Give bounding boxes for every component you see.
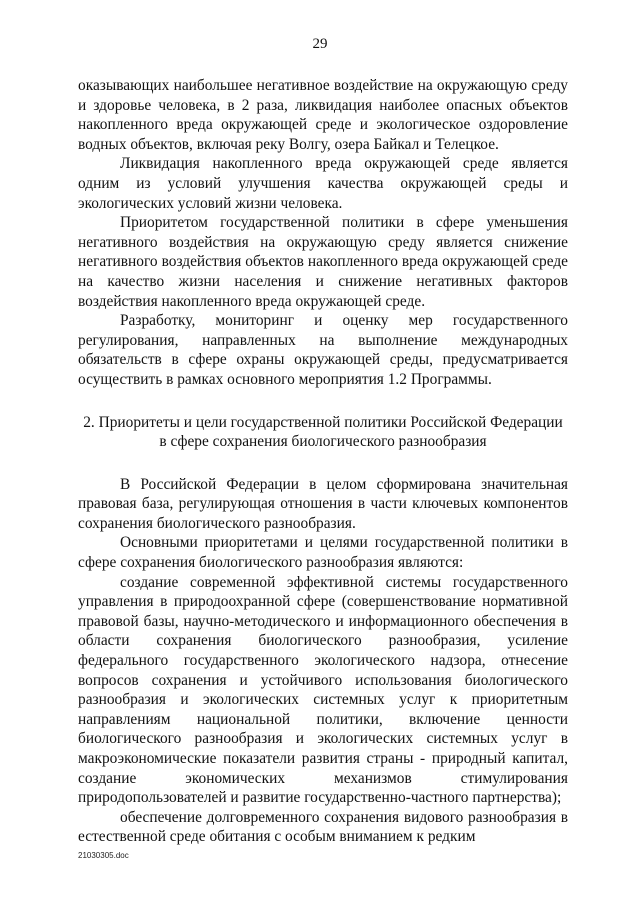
section-heading-line: 2. Приоритеты и цели государственной политики Российской Федерации [83, 413, 563, 431]
paragraph: Ликвидация накопленного вреда окружающей среде является одним из условий улучшения качества окружающей среды и экологических условий жизни человека. [78, 155, 568, 212]
page-number: 29 [312, 36, 328, 52]
paragraph: Основными приоритетами и целями государственной политики в сфере сохранения биологического разнообразия являются: [78, 534, 568, 572]
footer-filename: 21030305.doc [78, 851, 129, 860]
paragraph: В Российской Федерации в целом сформирована значительная правовая база, регулирующая отношения в части ключевых компонентов сохранения биологического разнообразия. [78, 475, 568, 532]
paragraph: оказывающих наибольшее негативное воздействие на окружающую среду и здоровье человека, в 2 раза, ликвидация наиболее опасных объектов накопленного вреда окружающей среде и экологическое оздоровление водных объектов, включая реку Волгу, озера Байкал и Телецкое. [78, 77, 568, 153]
paragraph: Приоритетом государственной политики в сфере уменьшения негативного воздействия на окружающую среду является снижение негативного воздействия объектов накопленного вреда окружающей среде на качество жизни населения и снижение негативных факторов воздействия накопленного вреда окружающей среде. [78, 214, 568, 310]
section-heading-line: в сфере сохранения биологического разнообразия [159, 433, 487, 451]
paragraph: обеспечение долговременного сохранения видового разнообразия в естественной среде обитания с особым вниманием к редким [78, 808, 568, 846]
paragraph: Разработку, мониторинг и оценку мер государственного регулирования, направленных на выполнение международных обязательств в сфере охраны окружающей среды, предусматривается осуществить в рамках основного мероприятия 1.2 Программы. [78, 312, 568, 388]
section-heading [78, 413, 568, 452]
paragraph: создание современной эффективной системы государственного управления в природоохранной сфере (совершенствование нормативной правовой базы, научно-методического и информационного обеспечения в области сохранения биологического разнообразия, усиление федерального государственного экологического надзора, отнесение вопросов сохранения и устойчивого использования биологического разнообразия и экологических системных услуг к приоритетным направлениям национальной политики, включение ценности биологического разнообразия и экологических системных услуг в макроэкономические показатели развития страны - природный капитал, создание экономических механизмов стимулирования природопользователей и развитие государственно-частного партнерства); [78, 573, 568, 807]
document-body [78, 76, 568, 847]
